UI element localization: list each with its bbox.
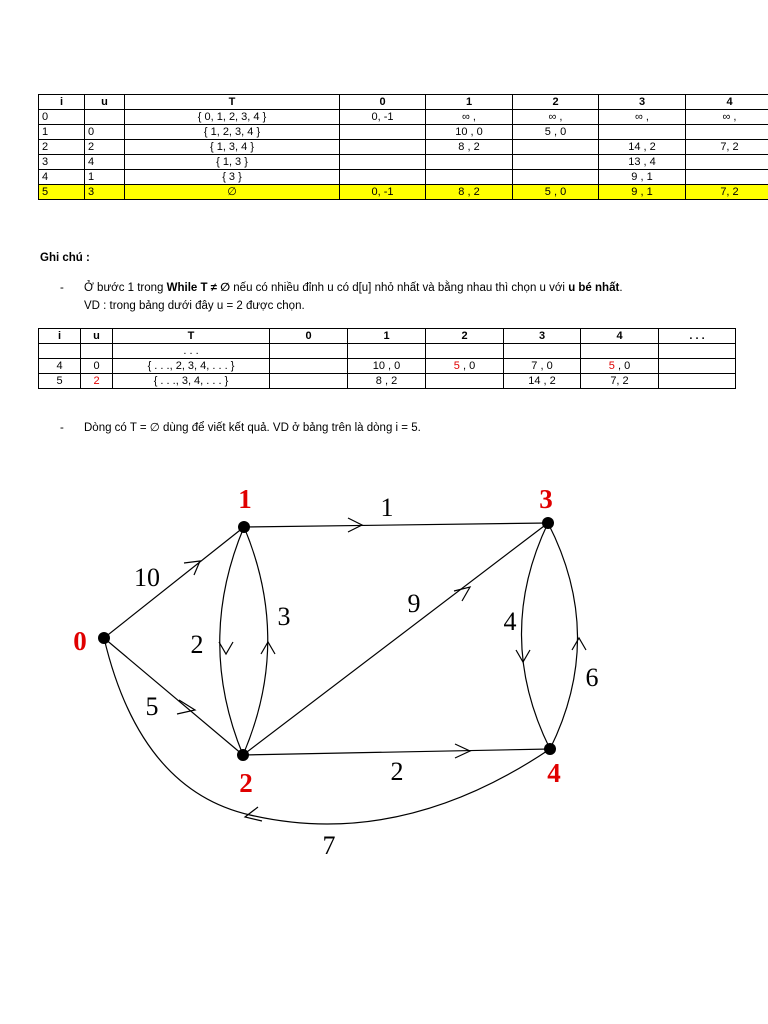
cell: 9 , 1: [599, 170, 686, 185]
note-1-a: Ở bước 1 trong: [84, 282, 167, 294]
node-3: [542, 517, 554, 529]
cell: ∞ ,: [426, 110, 513, 125]
edge-4-0: [104, 638, 550, 824]
cell: [686, 170, 768, 185]
cell: 3: [85, 185, 125, 200]
weight-1-3: 1: [380, 493, 394, 522]
header-1: 1: [348, 329, 426, 344]
table-row: [39, 155, 768, 170]
cell: 7, 2: [686, 185, 768, 200]
weight-1-2: 2: [190, 630, 204, 659]
cell: 2: [85, 140, 125, 155]
cell: 5 , 0: [513, 125, 599, 140]
cell: [340, 155, 426, 170]
cell: [426, 344, 504, 359]
arrowhead: [572, 638, 586, 650]
chosen-u: 2: [81, 374, 113, 389]
cell: ∞ ,: [599, 110, 686, 125]
node-label-4: 4: [547, 758, 561, 788]
header-t: T: [113, 329, 270, 344]
cell: 1: [39, 125, 85, 140]
table-row: [39, 374, 736, 389]
cell: ∅: [125, 185, 340, 200]
cell: 9 , 1: [599, 185, 686, 200]
header-4: 4: [581, 329, 659, 344]
edge-2-4: [243, 749, 550, 755]
header-2: 2: [513, 95, 599, 110]
node-label-2: 2: [239, 768, 253, 798]
cell: 8 , 2: [426, 185, 513, 200]
table-row: [39, 344, 736, 359]
cell: [504, 344, 581, 359]
cell: 8 , 2: [348, 374, 426, 389]
note-2: Dòng có T = ∅ dùng để viết kết quả. VD ở bảng trên là dòng i = 5.: [84, 422, 421, 434]
header-i: i: [39, 95, 85, 110]
cell: 13 , 4: [599, 155, 686, 170]
cell: 10 , 0: [348, 359, 426, 374]
tie-value: 5: [608, 360, 615, 372]
cell: [513, 140, 599, 155]
cell: 0: [81, 359, 113, 374]
note-1-example: VD : trong bảng dưới đây u = 2 được chọn.: [84, 300, 305, 312]
header-i: i: [39, 329, 81, 344]
note-1-b: While T ≠ ∅: [166, 282, 231, 294]
weight-4-0: 7: [322, 831, 336, 860]
edge-0-2: [104, 638, 243, 755]
cell: [426, 374, 504, 389]
cell: 5 , 0: [513, 185, 599, 200]
cell: { 1, 3 }: [125, 155, 340, 170]
cell: 7, 2: [581, 374, 659, 389]
cell: [270, 344, 348, 359]
graph-diagram: [0, 460, 768, 880]
header-u: u: [81, 329, 113, 344]
cell: 4: [39, 170, 85, 185]
cell: [426, 155, 513, 170]
cell: [81, 344, 113, 359]
bullet-dash: -: [60, 282, 64, 294]
cell: 0, -1: [340, 110, 426, 125]
arrowhead: [454, 587, 470, 601]
cell: 14 , 2: [504, 374, 581, 389]
header-3: 3: [504, 329, 581, 344]
node-2: [237, 749, 249, 761]
note-1: [84, 280, 623, 296]
header-more: . . .: [659, 329, 736, 344]
cell: { 1, 2, 3, 4 }: [125, 125, 340, 140]
cell: ∞ ,: [513, 110, 599, 125]
cell: [426, 359, 504, 374]
cell: 3: [39, 155, 85, 170]
example-table: [38, 328, 736, 389]
edge-2-3: [243, 523, 548, 755]
dijkstra-table: [38, 94, 768, 200]
note-1-d: u bé nhất: [568, 282, 620, 294]
weight-4-3: 6: [585, 663, 599, 692]
cell: 4: [85, 155, 125, 170]
cell: 4: [39, 359, 81, 374]
bullet-dash: -: [60, 422, 64, 434]
node-1: [238, 521, 250, 533]
node-label-0: 0: [73, 626, 87, 656]
table-header-row: [39, 95, 768, 110]
cell: 0: [39, 110, 85, 125]
weight-0-2: 5: [145, 692, 159, 721]
header-3: 3: [599, 95, 686, 110]
node-0: [98, 632, 110, 644]
edge-1-3: [244, 523, 548, 527]
cell: [513, 155, 599, 170]
cell: [659, 374, 736, 389]
cell: 1: [85, 170, 125, 185]
result-row: [39, 185, 768, 200]
cell: [270, 359, 348, 374]
edge-2-1: [243, 527, 268, 755]
edge-4-3: [548, 523, 578, 749]
header-u: u: [85, 95, 125, 110]
cell: 5: [39, 374, 81, 389]
node-label-3: 3: [539, 484, 553, 514]
header-2: 2: [426, 329, 504, 344]
cell: [513, 170, 599, 185]
cell-rest: , 0: [459, 360, 476, 372]
cell: 8 , 2: [426, 140, 513, 155]
cell: [659, 344, 736, 359]
node-4: [544, 743, 556, 755]
header-0: 0: [270, 329, 348, 344]
cell: [686, 125, 768, 140]
edge-0-1: [104, 527, 244, 638]
cell: [85, 110, 125, 125]
weight-2-1: 3: [277, 602, 291, 631]
cell: [581, 344, 659, 359]
cell: 7, 2: [686, 140, 768, 155]
table-row: [39, 359, 736, 374]
cell: { . . ., 2, 3, 4, . . . }: [113, 359, 270, 374]
note-1-c: nếu có nhiều đỉnh u có d[u] nhỏ nhất và bằng nhau thì chọn u với: [230, 282, 569, 294]
cell: [340, 140, 426, 155]
cell: 0, -1: [340, 185, 426, 200]
cell: . . .: [113, 344, 270, 359]
cell: [270, 374, 348, 389]
notes-title: Ghi chú :: [40, 252, 90, 264]
table-row: [39, 110, 768, 125]
cell: 10 , 0: [426, 125, 513, 140]
cell: [426, 170, 513, 185]
cell: { 0, 1, 2, 3, 4 }: [125, 110, 340, 125]
cell: { 3 }: [125, 170, 340, 185]
table-row: [39, 125, 768, 140]
cell: 14 , 2: [599, 140, 686, 155]
header-0: 0: [340, 95, 426, 110]
cell-rest: , 0: [614, 360, 631, 372]
arrowhead: [219, 642, 233, 654]
edge-3-4: [521, 523, 550, 749]
cell: 0: [85, 125, 125, 140]
header-1: 1: [426, 95, 513, 110]
weight-0-1: 10: [134, 563, 160, 592]
edge-1-2: [220, 527, 244, 755]
weight-2-4: 2: [390, 757, 404, 786]
cell: [340, 125, 426, 140]
cell: [581, 359, 659, 374]
header-4: 4: [686, 95, 768, 110]
cell: 5: [39, 185, 85, 200]
cell: [659, 359, 736, 374]
tie-value: 5: [453, 360, 460, 372]
weight-3-4: 4: [503, 607, 517, 636]
cell: { . . ., 3, 4, . . . }: [113, 374, 270, 389]
cell: ∞ ,: [686, 110, 768, 125]
cell: [686, 155, 768, 170]
header-t: T: [125, 95, 340, 110]
cell: [348, 344, 426, 359]
cell: [39, 344, 81, 359]
cell: 7 , 0: [504, 359, 581, 374]
table-row: [39, 170, 768, 185]
table-row: [39, 140, 768, 155]
cell: [340, 170, 426, 185]
cell: 2: [39, 140, 85, 155]
table-header-row: [39, 329, 736, 344]
cell: { 1, 3, 4 }: [125, 140, 340, 155]
note-1-e: .: [619, 282, 623, 294]
node-label-1: 1: [238, 484, 252, 514]
cell: [599, 125, 686, 140]
weight-2-3: 9: [407, 589, 421, 618]
